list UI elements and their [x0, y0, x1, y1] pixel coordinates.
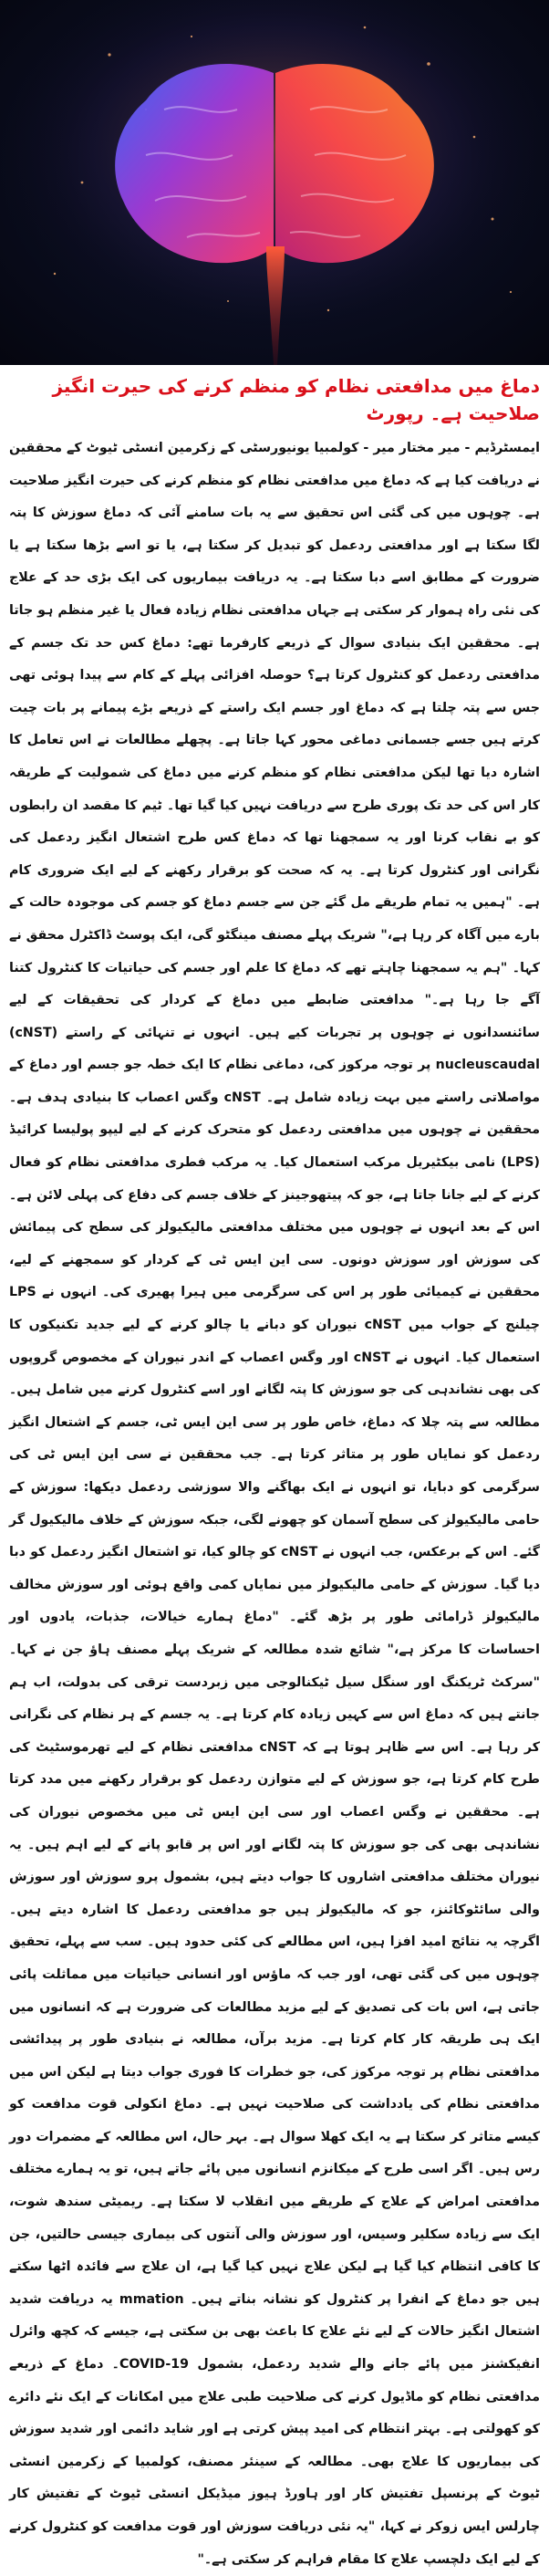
- article-headline: دماغ میں مدافعتی نظام کو منظم کرنے کی حیرت انگیز صلاحیت ہے۔ رپورٹ: [52, 375, 540, 424]
- brain-hero-image: [0, 0, 549, 365]
- brain-illustration: [0, 0, 549, 365]
- article-body: ایمسٹرڈیم - میر مختار میر - کولمبیا یونیورسٹی کے زکرمین انسٹی ٹیوٹ کے محققین نے دریافت کیا ہے کہ دماغ میں مدافعتی نظام کو منظم کرنے کی حیرت انگیز صلاحیت ہے۔ چوہوں میں کی گئی اس تحقیق سے یہ بات سامنے آئی کہ دماغ سوزش کا پتہ لگا سکتا ہے اور مدافعتی ردعمل کو تبدیل کر سکتا ہے، یا تو اسے بڑھا سکتا ہے یا ضرورت کے مطابق اسے دبا سکتا ہے۔ یہ دریافت بیماریوں کی ایک بڑی حد کے علاج کی نئی راہ ہموار کر سکتی ہے جہاں مدافعتی نظام زیادہ فعال یا غیر منظم ہو جاتا ہے۔ محققین ایک بنیادی سوال کے ذریعے کارفرما تھے: دماغ کس حد تک جسم کے مدافعتی ردعمل کو کنٹرول کرتا ہے؟ حوصلہ افزائی پہلے کے کام سے پیدا ہوئی تھی جس سے پتہ چلتا ہے کہ دماغ اور جسم ایک راستے کے ذریعے بڑے پیمانے پر بات چیت کرتے ہیں جسے جسمانی دماغی محور کہا جاتا ہے۔ پچھلے مطالعات نے اس تعامل کا اشارہ دیا تھا لیکن مدافعتی نظام کو منظم کرنے میں دماغ کی شمولیت کے طریقہ کار اس کی حد تک پوری طرح سے دریافت نہیں کیا گیا تھا۔ ٹیم کا مقصد ان رابطوں کو بے نقاب کرنا اور یہ سمجھنا تھا کہ دماغ کس طرح اشتعال انگیز ردعمل کی نگرانی اور کنٹرول کرتا ہے۔ یہ کہ صحت کو برقرار رکھنے کے لیے ایک ضروری کام ہے۔ "ہمیں یہ تمام طریقے مل گئے جن سے جسم دماغ کو جسم کی موجودہ حالت کے بارے میں آگاہ کر رہا ہے،" شریک پہلے مصنف مینگٹو گی، ایک پوسٹ ڈاکٹرل محقق نے کہا۔ "ہم یہ سمجھنا چاہتے تھے کہ دماغ کا علم اور جسم کی حیاتیات کا کنٹرول کتنا آگے جا رہا ہے۔" مدافعتی ضابطے میں دماغ کے کردار کی تحقیقات کے لیے سائنسدانوں نے چوہوں پر تجربات کیے ہیں۔ انہوں نے تنہائی کے راستے (cNST) nucleuscaudal پر توجہ مرکوز کی، دماغی نظام کا ایک خطہ جو جسم اور دماغ کے مواصلاتی راستے میں بہت زیادہ شامل ہے۔ cNST وگس اعصاب کا بنیادی ہدف ہے۔ محققین نے چوہوں میں مدافعتی ردعمل کو متحرک کرنے کے لیے لیپو پولیسا کرائیڈ (LPS) نامی بیکٹیریل مرکب استعمال کیا۔ یہ مرکب فطری مدافعتی نظام کو فعال کرنے کے لیے جانا جاتا ہے، جو کہ پیتھوجینز کے خلاف جسم کی دفاع کی پہلی لائن ہے۔ اس کے بعد انہوں نے چوہوں میں مختلف مدافعتی مالیکیولز کی سطح کی پیمائش کی سوزش اور سوزش دونوں۔ سی این ایس ٹی کے کردار کو سمجھنے کے لیے، محققین نے کیمیائی طور پر اس کی سرگرمی میں ہیرا پھیری کی۔ انہوں نے LPS چیلنج کے جواب میں cNST نیوران کو دبانے یا چالو کرنے کے لیے جدید تکنیکوں کا استعمال کیا۔ انہوں نے cNST اور وگس اعصاب کے اندر نیوران کے مخصوص گروپوں کی بھی نشاندہی کی جو سوزش کا پتہ لگانے اور اسے کنٹرول کرنے میں شامل ہیں۔ مطالعہ سے پتہ چلا کہ دماغ، خاص طور پر سی این ایس ٹی، جسم کے اشتعال انگیز ردعمل کو نمایاں طور پر متاثر کرتا ہے۔ جب محققین نے سی این ایس ٹی کی سرگرمی کو دبایا، تو انہوں نے ایک بھاگنے والا سوزشی ردعمل دیکھا: سوزش کے حامی مالیکیولز کی سطح آسمان کو چھونے لگی، جبکہ سوزش کے خلاف مالیکیول گر گئے۔ اس کے برعکس، جب انہوں نے cNST کو چالو کیا، تو اشتعال انگیز ردعمل کو دبا دیا گیا۔ سوزش کے حامی مالیکیولز میں نمایاں کمی واقع ہوئی اور سوزش مخالف مالیکیولز ڈرامائی طور پر بڑھ گئے۔ "دماغ ہمارے خیالات، جذبات، یادوں اور احساسات کا مرکز ہے،" شائع شدہ مطالعہ کے شریک پہلے مصنف ہاؤ جن نے کہا۔ "سرکٹ ٹریکنگ اور سنگل سیل ٹیکنالوجی میں زبردست ترقی کی بدولت، اب ہم جانتے ہیں کہ دماغ اس سے کہیں زیادہ کام کرتا ہے۔ یہ جسم کے ہر نظام کی نگرانی کر رہا ہے۔ اس سے ظاہر ہوتا ہے کہ cNST مدافعتی نظام کے لیے تھرموسٹیٹ کی طرح کام کرتا ہے، جو سوزش کے لیے متوازن ردعمل کو برقرار رکھنے میں مدد کرتا ہے۔ محققین نے وگس اعصاب اور سی این ایس ٹی میں مخصوص نیوران کی نشاندہی بھی کی جو سوزش کا پتہ لگانے اور اس پر قابو پانے کے لیے اہم ہیں۔ یہ نیوران مختلف مدافعتی اشاروں کا جواب دیتے ہیں، بشمول پرو سوزش اور سوزش والی سائٹوکائنز، جو کہ مالیکیولز ہیں جو مدافعتی ردعمل کا اشارہ دیتے ہیں۔ اگرچہ یہ نتائج امید افزا ہیں، اس مطالعے کی کئی حدود ہیں۔ سب سے پہلے، تحقیق چوہوں میں کی گئی تھی، اور جب کہ ماؤس اور انسانی حیاتیات میں مماثلت پائی جاتی ہے، اس بات کی تصدیق کے لیے مزید مطالعات کی ضرورت ہے کہ انسانوں میں ایک ہی طریقہ کار کام کرتا ہے۔ مزید برآں، مطالعہ نے بنیادی طور پر پیدائشی مدافعتی نظام پر توجہ مرکوز کی، جو خطرات کا فوری جواب دیتا ہے لیکن اس میں مدافعتی نظام کی یادداشت کی صلاحیت نہیں ہے۔ دماغ انکولی قوت مدافعت کو کیسے متاثر کر سکتا ہے یہ ایک کھلا سوال ہے۔ بہر حال، اس مطالعہ کے مضمرات دور رس ہیں۔ اگر اسی طرح کے میکانزم انسانوں میں پائے جاتے ہیں، تو یہ ہمارے مختلف مدافعتی امراض کے علاج کے طریقے میں انقلاب لا سکتا ہے۔ ریمیٹی سندھ شوت، ایک سے زیادہ سکلیر وسیس، اور سوزش والی آنتوں کی بیماری جیسی حالتیں، جن کا کافی انتظام کیا گیا ہے لیکن علاج نہیں کیا گیا ہے، ان علاج سے فائدہ اٹھا سکتے ہیں جو دماغ کے انفرا پر کنٹرول کو نشانہ بناتے ہیں۔ mmation یہ دریافت شدید اشتعال انگیز حالات کے لیے نئے علاج کا باعث بھی بن سکتی ہے، جیسے کہ کچھ وائرل انفیکشنز میں پائے جانے والے شدید ردعمل، بشمول COVID-19۔ دماغ کے ذریعے مدافعتی نظام کو ماڈیول کرنے کی صلاحیت طبی علاج میں امکانات کے ایک نئے دائرے کو کھولتی ہے۔ بہتر انتظام کی امید پیش کرتی ہے اور شاید دائمی اور شدید سوزش کی بیماریوں کا علاج بھی۔ مطالعہ کے سینئر مصنف، کولمبیا کے زکرمین انسٹی ٹیوٹ کے پرنسپل تفتیش کار اور ہاورڈ ہیوز میڈیکل انسٹی ٹیوٹ کے تفتیش کار چارلس ایس زوکر نے کہا، "یہ نئی دریافت سوزش اور قوت مدافعت کو کنٹرول کرنے کے لیے ایک دلچسپ علاج کا مقام فراہم کر سکتی ہے۔": [9, 441, 541, 2567]
